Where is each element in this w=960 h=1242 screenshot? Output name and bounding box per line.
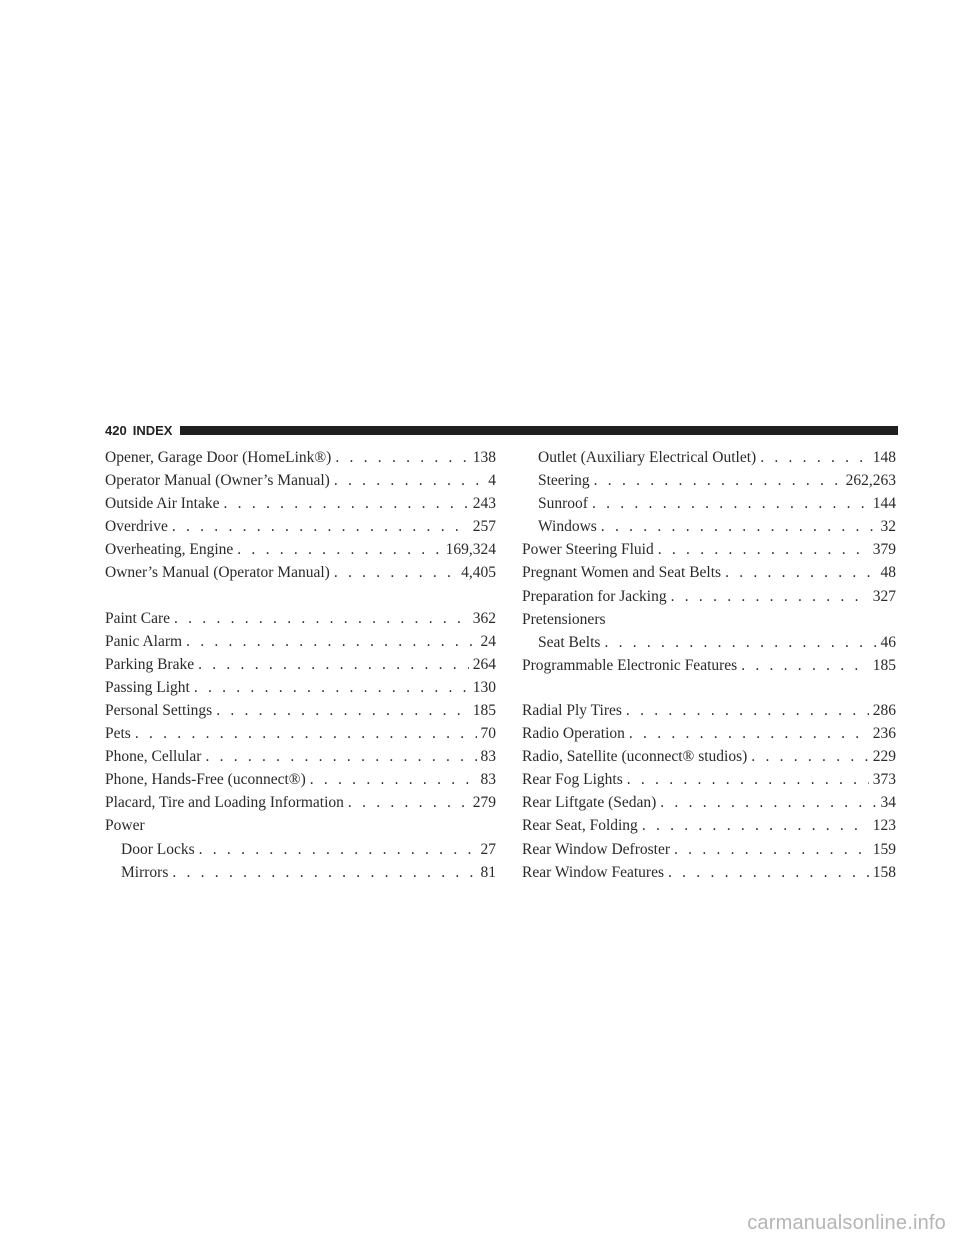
dot-leader <box>172 864 476 882</box>
entry-page: 159 <box>872 840 896 858</box>
dot-leader <box>174 610 469 628</box>
entry-page: 4,405 <box>461 564 496 582</box>
index-entry <box>522 564 896 587</box>
index-column-left <box>105 449 496 887</box>
entry-label: Opener, Garage Door (HomeLink®) <box>105 449 332 466</box>
entry-label: Pregnant Women and Seat Belts <box>522 564 722 582</box>
entry-label: Owner’s Manual (Operator Manual) <box>105 564 330 582</box>
index-entry <box>522 794 896 817</box>
index-heading: Power <box>105 817 145 835</box>
entry-label: Passing Light <box>105 678 190 696</box>
entry-label: Panic Alarm <box>105 632 183 650</box>
index-subentry <box>522 495 896 518</box>
index-entry <box>105 702 496 725</box>
letter-group-gap <box>105 588 496 610</box>
dot-leader <box>216 702 469 720</box>
watermark: carmanualsonline.info <box>747 1212 946 1234</box>
dot-leader <box>334 564 457 582</box>
index-heading: Pretensioners <box>522 610 606 628</box>
entry-label: Sunroof <box>538 495 588 513</box>
entry-page: 169,324 <box>445 541 496 559</box>
dot-leader <box>172 518 469 536</box>
entry-page: 257 <box>472 518 496 536</box>
entry-page: 264 <box>472 655 496 673</box>
entry-label: Door Locks <box>121 840 195 858</box>
entry-label: Rear Liftgate (Sedan) <box>522 794 657 812</box>
index-entry <box>522 588 896 611</box>
dot-leader <box>348 794 469 812</box>
index-subentry <box>522 449 896 472</box>
index-entry <box>522 817 896 840</box>
letter-group-gap <box>522 680 896 702</box>
section-title: INDEX <box>132 422 173 438</box>
index-entry <box>105 472 496 495</box>
entry-page: 130 <box>472 678 496 696</box>
index-column-right <box>522 449 896 887</box>
dot-leader <box>601 518 877 536</box>
dot-leader <box>194 679 469 697</box>
entry-page: 46 <box>880 633 896 651</box>
header-rule <box>180 426 898 435</box>
index-entry <box>522 725 896 748</box>
entry-label: Personal Settings <box>105 701 213 719</box>
entry-label: Phone, Hands-Free (uconnect®) <box>105 771 306 789</box>
index-entry <box>105 633 496 656</box>
entry-label: Radio Operation <box>522 725 625 743</box>
index-entry <box>105 679 496 702</box>
entry-page: 83 <box>480 771 496 789</box>
dot-leader <box>626 702 869 720</box>
index-subentry <box>522 518 896 541</box>
entry-page: 83 <box>480 748 496 766</box>
entry-page: 262,263 <box>845 472 896 490</box>
index-entry <box>522 841 896 864</box>
index-entry <box>105 748 496 771</box>
entry-page: 279 <box>472 794 496 812</box>
dot-leader <box>658 541 869 559</box>
entry-label: Rear Seat, Folding <box>522 817 638 835</box>
index-entry <box>522 702 896 725</box>
dot-leader <box>751 748 868 766</box>
entry-label: Programmable Electronic Features <box>522 656 738 674</box>
dot-leader <box>642 817 869 835</box>
index-entry <box>105 564 496 587</box>
entry-page: 185 <box>872 656 896 674</box>
dot-leader <box>629 725 869 743</box>
entry-label: Parking Brake <box>105 655 195 673</box>
entry-page: 362 <box>472 609 496 627</box>
entry-page: 327 <box>872 587 896 605</box>
entry-page: 236 <box>872 725 896 743</box>
entry-label: Overheating, Engine <box>105 541 234 559</box>
entry-label: Mirrors <box>121 863 169 881</box>
index-entry <box>522 771 896 794</box>
entry-page: 70 <box>480 725 496 743</box>
dot-leader <box>725 564 876 582</box>
dot-leader <box>186 633 476 651</box>
entry-page: 243 <box>472 495 496 513</box>
entry-label: Outside Air Intake <box>105 495 220 513</box>
entry-page: 148 <box>872 449 896 466</box>
entry-label: Overdrive <box>105 518 168 536</box>
dot-leader <box>760 449 869 467</box>
entry-page: 48 <box>880 564 896 582</box>
index-entry <box>105 610 496 633</box>
dot-leader <box>334 472 484 490</box>
entry-page: 158 <box>872 863 896 881</box>
index-subentry <box>522 472 896 495</box>
dot-leader <box>668 864 869 882</box>
entry-page: 123 <box>872 817 896 835</box>
entry-label: Placard, Tire and Loading Information <box>105 794 344 812</box>
entry-label: Rear Window Defroster <box>522 840 671 858</box>
entry-label: Preparation for Jacking <box>522 587 667 605</box>
dot-leader <box>627 771 869 789</box>
entry-page: 229 <box>872 748 896 766</box>
entry-page: 34 <box>880 794 896 812</box>
page-number: 420 <box>105 422 127 438</box>
index-entry <box>105 725 496 748</box>
index-entry <box>522 864 896 887</box>
entry-page: 373 <box>872 771 896 789</box>
dot-leader <box>671 588 869 606</box>
index-entry <box>105 541 496 564</box>
index-entry <box>105 794 496 817</box>
index-subentry <box>105 841 496 864</box>
entry-label: Phone, Cellular <box>105 748 202 766</box>
dot-leader <box>660 794 876 812</box>
entry-page: 32 <box>880 518 896 536</box>
entry-page: 4 <box>488 472 496 490</box>
index-entry <box>105 449 496 472</box>
entry-page: 379 <box>872 541 896 559</box>
entry-label: Rear Window Features <box>522 863 664 881</box>
dot-leader <box>335 449 468 467</box>
entry-label: Paint Care <box>105 609 170 627</box>
entry-page: 185 <box>472 701 496 719</box>
index-entry <box>522 541 896 564</box>
index-subentry <box>105 864 496 887</box>
index-entry <box>522 748 896 771</box>
entry-label: Radial Ply Tires <box>522 701 622 719</box>
entry-label: Seat Belts <box>538 633 601 651</box>
index-entry <box>105 518 496 541</box>
entry-label: Windows <box>538 518 597 536</box>
entry-page: 27 <box>480 840 496 858</box>
index-entry <box>105 656 496 679</box>
dot-leader <box>594 472 842 490</box>
dot-leader <box>224 495 469 513</box>
entry-label: Radio, Satellite (uconnect® studios) <box>522 748 748 766</box>
dot-leader <box>135 725 477 743</box>
page-header <box>105 420 898 440</box>
dot-leader <box>198 656 469 674</box>
entry-page: 144 <box>872 495 896 513</box>
entry-page: 24 <box>480 632 496 650</box>
dot-leader <box>237 541 441 559</box>
entry-label: Operator Manual (Owner’s Manual) <box>105 472 330 490</box>
dot-leader <box>592 495 869 513</box>
dot-leader <box>741 657 869 675</box>
index-entry <box>105 495 496 518</box>
entry-label: Pets <box>105 725 131 743</box>
index-entry <box>522 657 896 680</box>
dot-leader <box>310 771 477 789</box>
index-entry <box>105 771 496 794</box>
entry-page: 286 <box>872 701 896 719</box>
entry-label: Outlet (Auxiliary Electrical Outlet) <box>538 449 757 466</box>
dot-leader <box>674 841 869 859</box>
dot-leader <box>205 748 476 766</box>
dot-leader <box>604 634 876 652</box>
index-subentry <box>522 634 896 657</box>
entry-label: Power Steering Fluid <box>522 541 654 559</box>
entry-page: 81 <box>480 863 496 881</box>
entry-page: 138 <box>472 449 496 466</box>
entry-label: Rear Fog Lights <box>522 771 623 789</box>
entry-label: Steering <box>538 472 590 490</box>
dot-leader <box>199 841 477 859</box>
